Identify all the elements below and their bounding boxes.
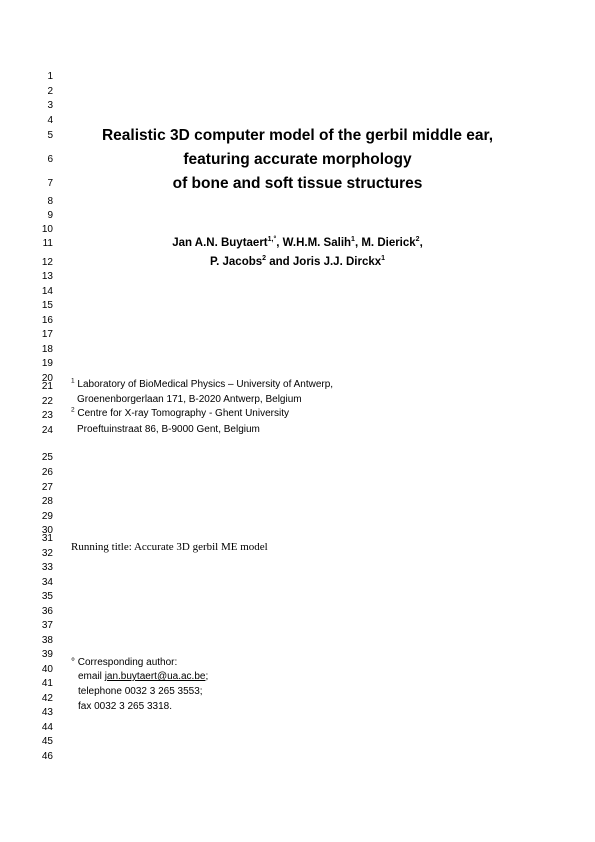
affiliation-2-line-1 <box>71 408 289 420</box>
line-number: 45 <box>41 736 53 747</box>
corresponding-telephone: telephone 0032 3 265 3553; <box>78 686 203 697</box>
line-number: 28 <box>41 496 53 507</box>
running-title: Running title: Accurate 3D gerbil ME model <box>71 541 268 553</box>
affiliation-2-line-2: Proeftuinstraat 86, B-9000 Gent, Belgium <box>77 424 260 435</box>
title-line-2: featuring accurate morphology <box>183 151 412 168</box>
affiliation-text: Laboratory of BioMedical Physics – University of Antwerp, <box>74 379 334 390</box>
author-conjunction: and <box>266 256 293 268</box>
line-number: 6 <box>47 154 53 165</box>
line-number: 30 <box>41 525 53 536</box>
line-number: 31 <box>41 533 53 544</box>
line-number: 38 <box>41 635 53 646</box>
author-affiliation-mark: 2 <box>262 255 267 263</box>
line-number: 39 <box>41 649 53 660</box>
corresponding-author-heading: ° Corresponding author: <box>71 657 178 668</box>
author-affiliation-mark: 1,° <box>267 236 277 244</box>
author-name: M. Dierick <box>361 237 416 249</box>
line-number: 20 <box>41 373 53 384</box>
line-number: 8 <box>47 196 53 207</box>
author-name: W.H.M. Salih <box>282 237 352 249</box>
line-number: 35 <box>41 591 53 602</box>
line-number: 18 <box>41 344 53 355</box>
author-line-1 <box>60 236 535 250</box>
line-number: 42 <box>41 693 53 704</box>
line-number: 11 <box>42 238 53 249</box>
line-number: 36 <box>41 606 53 617</box>
line-number: 34 <box>41 577 53 588</box>
line-number: 14 <box>41 286 53 297</box>
author-affiliation-mark: 2 <box>415 236 420 244</box>
line-number: 4 <box>47 115 53 126</box>
line-number: 26 <box>41 467 53 478</box>
line-number: 1 <box>47 71 53 82</box>
author-separator: , <box>354 237 362 249</box>
email-link[interactable]: jan.buytaert@ua.ac.be <box>104 671 206 682</box>
author-name: P. Jacobs <box>209 256 263 268</box>
line-number: 25 <box>41 452 53 463</box>
line-number: 5 <box>47 130 53 141</box>
line-number: 12 <box>41 257 53 268</box>
email-suffix: ; <box>205 671 209 682</box>
line-number: 33 <box>41 562 53 573</box>
line-number: 29 <box>41 511 53 522</box>
corresponding-fax: fax 0032 3 265 3318. <box>78 701 172 712</box>
line-number: 9 <box>47 210 53 221</box>
author-name: Jan A.N. Buytaert <box>172 237 268 249</box>
line-number: 46 <box>41 751 53 762</box>
email-label: email <box>78 671 105 682</box>
line-number: 40 <box>41 664 53 675</box>
line-number: 32 <box>41 548 53 559</box>
line-number: 7 <box>47 178 53 189</box>
corresponding-email-line <box>78 671 208 683</box>
line-number: 2 <box>47 86 53 97</box>
line-number: 17 <box>41 329 53 340</box>
line-number: 37 <box>41 620 53 631</box>
line-number: 41 <box>41 678 53 689</box>
line-number: 23 <box>41 410 53 421</box>
author-name: Joris J.J. Dirckx <box>292 256 382 268</box>
line-number: 16 <box>41 315 53 326</box>
line-number: 19 <box>41 358 53 369</box>
affiliation-text: Centre for X-ray Tomography - Ghent University <box>74 408 289 419</box>
affiliation-mark: 2 <box>71 406 75 414</box>
author-separator: , <box>419 237 423 249</box>
title-line-3: of bone and soft tissue structures <box>172 175 423 192</box>
title-line-1: Realistic 3D computer model of the gerbil middle ear, <box>101 127 494 144</box>
author-affiliation-mark: 1 <box>381 255 386 263</box>
affiliation-1-line-1 <box>71 379 333 391</box>
line-number: 3 <box>47 100 53 111</box>
line-number: 22 <box>41 396 53 407</box>
line-number: 13 <box>41 271 53 282</box>
line-number: 24 <box>41 425 53 436</box>
line-number: 15 <box>41 300 53 311</box>
author-affiliation-mark: 1 <box>351 236 355 244</box>
line-number: 21 <box>41 381 53 392</box>
line-number: 10 <box>41 224 53 235</box>
line-number: 43 <box>41 707 53 718</box>
affiliation-1-line-2: Groenenborgerlaan 171, B-2020 Antwerp, Belgium <box>77 394 302 405</box>
line-number: 44 <box>41 722 53 733</box>
author-separator: , <box>276 237 283 249</box>
author-line-2 <box>60 255 535 269</box>
line-number: 27 <box>41 482 53 493</box>
affiliation-mark: 1 <box>71 377 75 385</box>
